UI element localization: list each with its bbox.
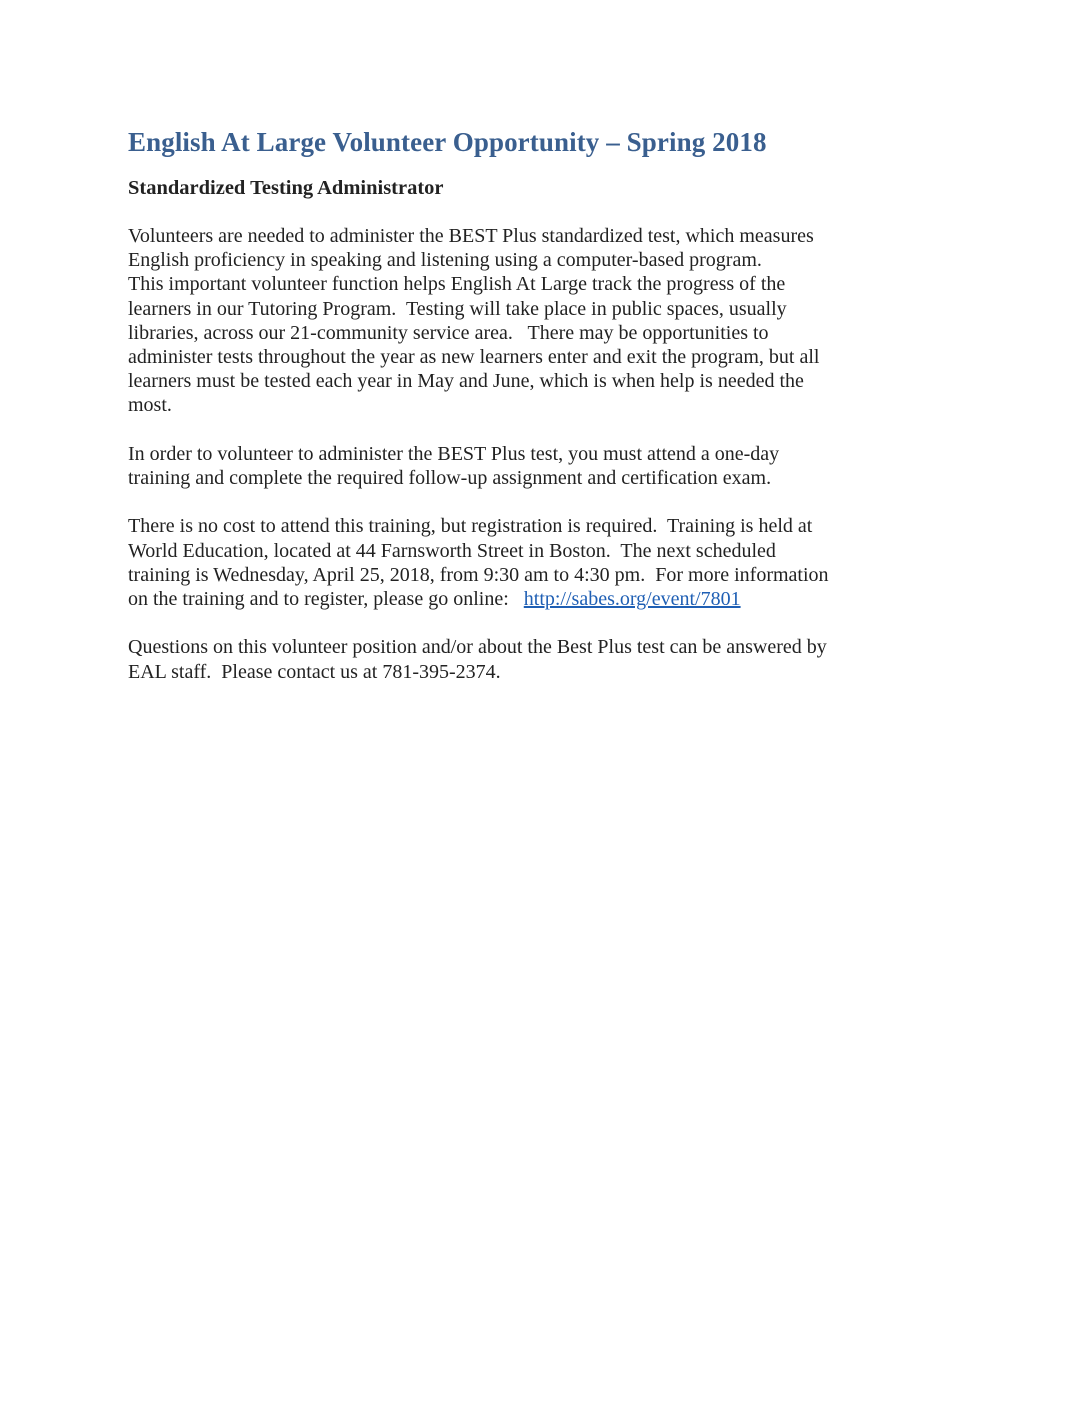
text-line: training is Wednesday, April 25, 2018, from 9:30 am to 4:30 pm. For more information (128, 563, 829, 586)
text-line: In order to volunteer to administer the BEST Plus test, you must attend a one-day (128, 442, 780, 465)
text-line-with-link (128, 587, 968, 611)
text-line: EAL staff. Please contact us at 781-395-2374. (128, 660, 501, 683)
text-line: This important volunteer function helps English At Large track the progress of the (128, 273, 786, 296)
text-line: learners must be tested each year in May and June, which is when help is needed the (128, 370, 804, 393)
position-title: Standardized Testing Administrator (128, 177, 444, 199)
text-line: Questions on this volunteer position and/or about the Best Plus test can be answered by (128, 636, 827, 659)
link-prefix-text: on the training and to register, please go online: (128, 588, 524, 611)
document-page (128, 124, 968, 684)
registration-link[interactable]: http://sabes.org/event/7801 (523, 588, 741, 611)
text-line: learners in our Tutoring Program. Testing will take place in public spaces, usually (128, 297, 787, 320)
paragraph-description (128, 224, 968, 418)
text-line: English proficiency in speaking and listening using a computer-based program. (128, 249, 762, 272)
text-line: administer tests throughout the year as new learners enter and exit the program, but all (128, 346, 820, 369)
text-line: most. (128, 394, 172, 417)
paragraph-contact (128, 635, 968, 683)
paragraph-requirements (128, 442, 968, 490)
text-line: There is no cost to attend this training, but registration is required. Training is held at (128, 515, 813, 538)
document-title: English At Large Volunteer Opportunity – Spring 2018 (128, 127, 767, 157)
text-line: libraries, across our 21-community service area. There may be opportunities to (128, 321, 769, 344)
text-line: World Education, located at 44 Farnsworth Street in Boston. The next scheduled (128, 539, 776, 562)
text-line: Volunteers are needed to administer the BEST Plus standardized test, which measures (128, 225, 814, 247)
paragraph-training-info (128, 514, 968, 611)
text-line: training and complete the required follow-up assignment and certification exam. (128, 467, 772, 490)
